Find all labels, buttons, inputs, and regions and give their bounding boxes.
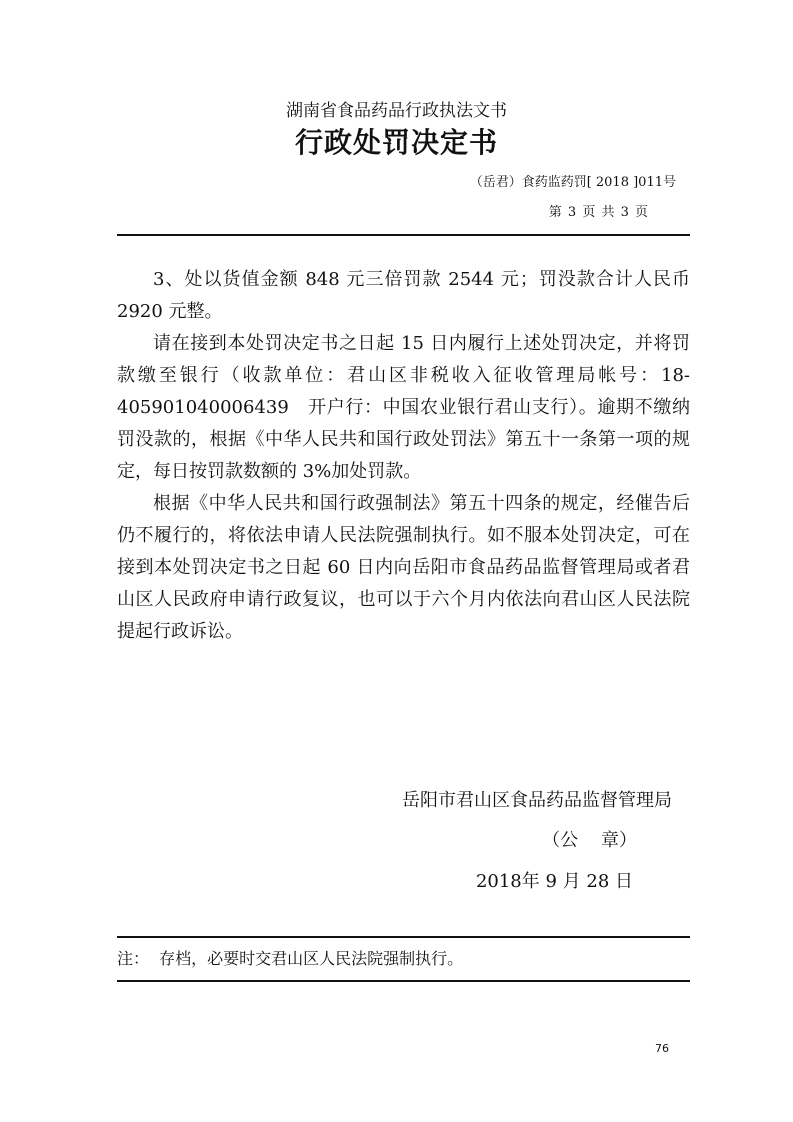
document-body	[117, 264, 690, 648]
document-title: 行政处罚决定书	[294, 126, 498, 159]
archive-note: 注： 存档，必要时交君山区人民法院强制执行。	[117, 949, 464, 968]
note-top-divider	[117, 936, 690, 938]
page-info: 第 3 页 共 3 页	[548, 205, 648, 220]
document-number: （岳君）食药监药罚[ 2018 ]011号	[469, 175, 676, 190]
paragraph-payment: 请在接到本处罚决定书之日起 15 日内履行上述处罚决定，并将罚款缴至银行（收款单位：君山区非税收入征收管理局帐号：18-405901040006439 开户行：中国农业银行君山支行）。逾期不缴纳罚没款的，根据《中华人民共和国行政处罚法》第五十一条第一项的规定，每日按罚款数额的 3%加处罚款。	[117, 333, 690, 482]
document-issuer: 湖南省食品药品行政执法文书	[286, 101, 507, 121]
official-seal: （公 章）	[542, 830, 637, 851]
note-bottom-divider	[117, 980, 690, 982]
page-number: 76	[655, 1042, 669, 1055]
paragraph-appeal: 根据《中华人民共和国行政强制法》第五十四条的规定，经催告后仍不履行的，将依法申请人民法院强制执行。如不服本处罚决定，可在接到本处罚决定书之日起 60 日内向岳阳市食品药品监督管理局或者君山区人民政府申请行政复议，也可以于六个月内依法向君山区人民法院提起行政诉讼。	[117, 493, 690, 642]
paragraph-penalty: 3、处以货值金额 848 元三倍罚款 2544 元；罚没款合计人民币 2920 元整。	[117, 269, 690, 322]
issuing-authority: 岳阳市君山区食品药品监督管理局	[402, 790, 672, 811]
issue-date: 2018年 9 月 28 日	[475, 871, 633, 892]
header-divider	[117, 234, 690, 236]
